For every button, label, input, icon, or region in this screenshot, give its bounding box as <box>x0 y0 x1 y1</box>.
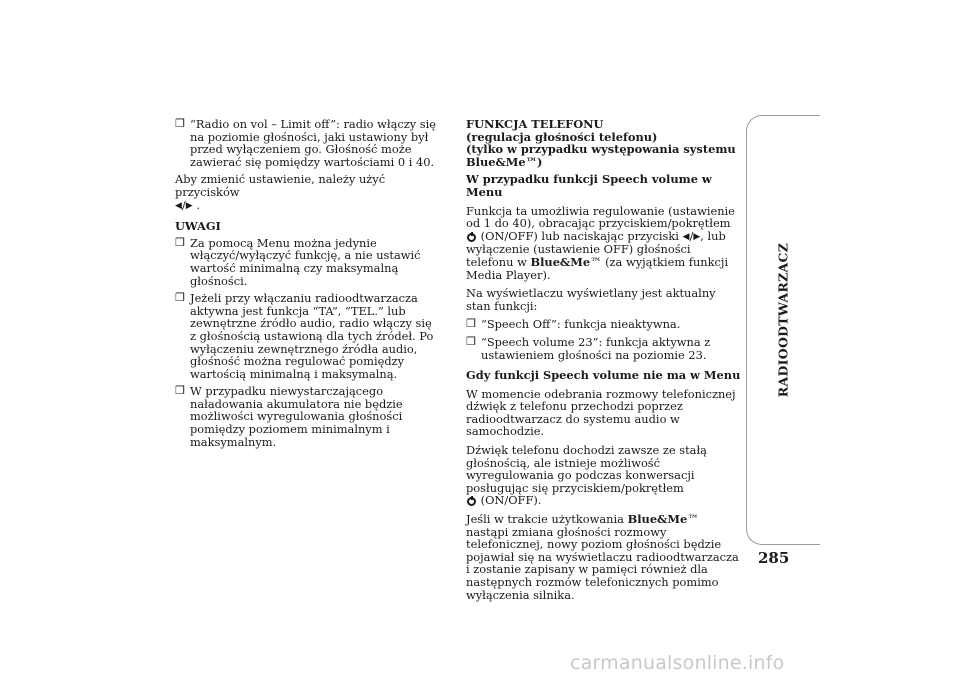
arrow-left-icon: ◀ <box>175 200 182 211</box>
arrow-right-icon: ▶ <box>185 200 193 211</box>
change-setting-paragraph: Aby zmienić ustawienie, należy użyć przycisków ◀/▶ . <box>175 172 386 212</box>
uwagi-heading: UWAGI <box>175 219 221 234</box>
left-column <box>175 118 440 453</box>
checkbox-bullet-icon: ❒ <box>466 334 476 348</box>
side-tab-label: RADIOODTWARZACZ <box>775 242 791 398</box>
subheading-speech-volume: W przypadku funkcji Speech volume w Menu <box>466 172 712 199</box>
checkbox-bullet-icon: ❒ <box>175 117 185 130</box>
paragraph-volume-change: Jeśli w trakcie użytkowania Blue&Me™ nastąpi zmiana głośności rozmowy telefonicznej, nowy poziom głośności będzie pojawiał się na wyświetlaczu radioodtwarzacza i zostanie zapisany w pamięci również dla następnych rozmów telefonicznych pomimo wyłączenia silnika. <box>466 512 739 602</box>
checkbox-bullet-icon: ❒ <box>175 235 185 249</box>
watermark: carmanualsonline.info <box>570 652 785 674</box>
paragraph-incoming-call: W momencie odebrania rozmowy telefonicznej dźwięk z telefonu przechodzi poprzez radioodtwarzacz do systemu audio w samochodzie. <box>466 386 736 439</box>
section-heading: FUNKCJA TELEFONU (regulacja głośności telefonu) (tylko w przypadku występowania systemu Blue&Me™) <box>466 117 736 169</box>
paragraph-constant-volume: Dźwięk telefonu dochodzi zawsze ze stałą głośnością, ale istnieje możliwość wyregulowania go podczas konwersacji posługując się przyciskiem/pokrętłem (ON/OFF). <box>466 443 707 508</box>
page-number: 285 <box>758 549 790 567</box>
checkbox-bullet-icon: ❒ <box>175 291 185 305</box>
checkbox-bullet-icon: ❒ <box>466 317 476 331</box>
paragraph-display-state: Na wyświetlaczu wyświetlany jest aktualny stan funkcji: <box>466 286 716 313</box>
list-item-text: “Radio on vol – Limit off”: radio włączy się na poziomie głośności, jaki ustawiony był przed wyłączeniem go. Głośność może zawierać się pomiędzy wartościami 0 i 40. <box>190 117 437 169</box>
arrow-left-icon: ◀ <box>682 231 690 242</box>
list-item-radio-on-vol <box>175 118 440 168</box>
knob-icon <box>467 233 476 242</box>
knob-icon <box>467 497 476 506</box>
note-item: ❒ Za pomocą Menu można jedynie włączyć/wyłączyć funkcję, a nie ustawić wartość minimalną czy maksymalną głośności. <box>175 235 421 288</box>
note-item: ❒ Jeżeli przy włączaniu radioodtwarzacza aktywna jest funkcja “TA”, “TEL.” lub zewnętrzne źródło audio, radio włączy się z głośnością ustawioną dla tych źródeł. Po wyłączeniu zewnętrznego źródła audio, głośność można regulować pomiędzy wartością minimalną i maksymalną. <box>175 291 434 381</box>
checkbox-bullet-icon: ❒ <box>175 384 185 398</box>
right-column <box>466 118 741 607</box>
paragraph-function: Funkcja ta umożliwia regulowanie (ustawienie od 1 do 40), obracając przyciskiem/pokrętłem (ON/OFF) lub naciskając przyciski ◀/▶, lub wyłączenie (ustawienie OFF) głośności telefonu w Blue&Me™ (za wyjątkiem funkcji Media Player). <box>466 203 735 282</box>
list-item-speech: ❒ “Speech Off”: funkcja nieaktywna. <box>466 317 681 332</box>
subheading-no-speech-volume: Gdy funkcji Speech volume nie ma w Menu <box>466 368 741 383</box>
list-item-speech: ❒ “Speech volume 23”: funkcja aktywna z ustawieniem głośności na poziomie 23. <box>466 334 711 362</box>
note-item: ❒ W przypadku niewystarczającego naładowania akumulatora nie będzie możliwości wyregulowania głośności pomiędzy poziomem minimalnym i maksymalnym. <box>175 384 403 449</box>
arrow-right-icon: ▶ <box>693 231 701 242</box>
